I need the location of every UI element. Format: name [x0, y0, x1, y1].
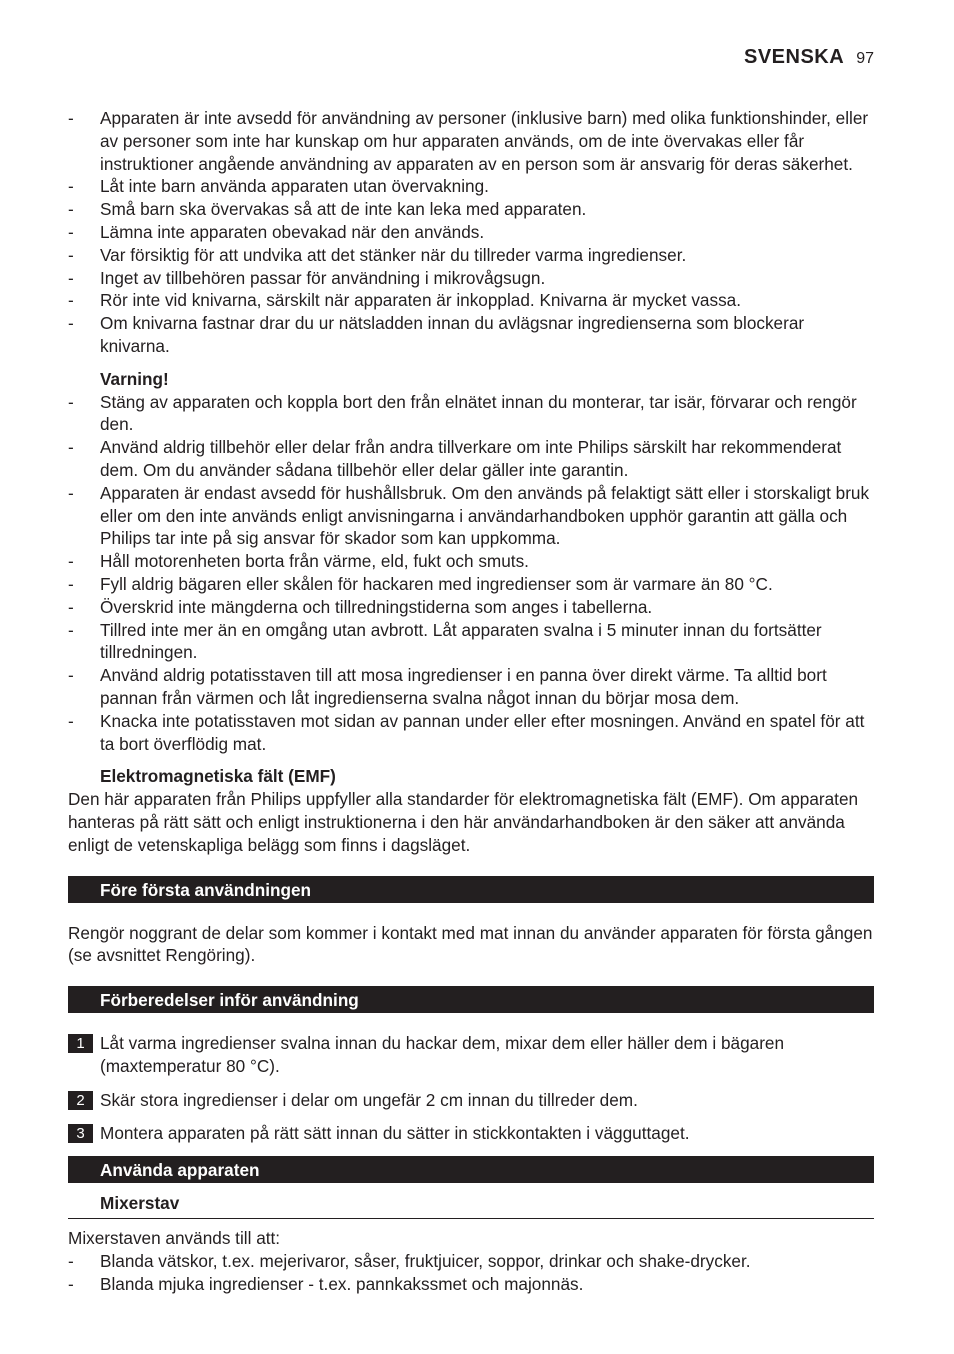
list-item: - Använd aldrig tillbehör eller delar från andra tillverkare om inte Philips särskilt har rekommenderat dem. Om du använder sådana tillbehör eller delar gäller inte garantin. — [68, 437, 842, 480]
section-bar-preparation: Förberedelser inför användning — [68, 986, 874, 1013]
list-item: - Knacka inte potatisstaven mot sidan av pannan under eller efter mosningen. Använd en spatel för att ta bort överflödig mat. — [68, 710, 865, 754]
step-item: 1 Låt varma ingredienser svalna innan du hackar dem, mixar dem eller häller dem i bägaren (maxtemperatur 80 °C). — [68, 1032, 874, 1078]
warning-heading: Varning! — [100, 368, 169, 389]
page-number: 97 — [856, 50, 874, 67]
section-bar-before-first-use: Före första användningen — [68, 876, 874, 903]
step-number-badge: 1 — [68, 1034, 93, 1053]
list-item: - Blanda mjuka ingredienser - t.ex. pannkakssmet och majonnäs. — [68, 1273, 584, 1294]
language-label: SVENSKA — [744, 46, 845, 68]
list-item: - Apparaten är endast avsedd för hushållsbruk. Om den används på felaktigt sätt eller i storskaligt bruk eller om den inte används enligt anvisningarna i användarhandboken upphör garantin att gälla och Philips tar inte på sig ansvar för skador som kan uppkomma. — [68, 482, 870, 549]
warning-list — [68, 391, 874, 756]
page-header — [744, 46, 874, 69]
mixerstav-intro: Mixerstaven används till att: — [68, 1228, 281, 1249]
list-item: - Små barn ska övervakas så att de inte kan leka med apparaten. — [68, 199, 587, 220]
list-item: - Rör inte vid knivarna, särskilt när apparaten är inkopplad. Knivarna är mycket vassa. — [68, 290, 742, 311]
list-item: - Om knivarna fastnar drar du ur nätsladden innan du avlägsnar ingredienserna som blockerar knivarna. — [68, 313, 805, 356]
list-item: - Apparaten är inte avsedd för användning av personer (inklusive barn) med olika funktionshinder, eller av personer som inte har kunskap om hur apparaten används, om de inte övervakas eller får instruktioner angående användning av apparaten av en person som är ansvarig för deras säkerhet. — [68, 108, 869, 174]
list-item: - Blanda vätskor, t.ex. mejerivaror, såser, fruktjuicer, soppor, drinkar och shake-drycker. — [68, 1250, 751, 1271]
mixerstav-heading: Mixerstav — [68, 1192, 874, 1219]
list-item: - Låt inte barn använda apparaten utan övervakning. — [68, 176, 489, 197]
list-item: - Använd aldrig potatisstaven till att mosa ingredienser i en panna över direkt värme. Ta alltid bort pannan från värmen och låt ingredienserna svalna något innan du börjar mosa dem. — [68, 665, 827, 708]
list-item: - Överskrid inte mängderna och tillredningstiderna som anges i tabellerna. — [68, 596, 653, 617]
section-bar-using: Använda apparaten — [68, 1156, 874, 1183]
list-item: - Håll motorenheten borta från värme, eld, fukt och smuts. — [68, 551, 529, 572]
mixerstav-list — [68, 1250, 874, 1296]
emf-paragraph: Den här apparaten från Philips uppfyller alla standarder för elektromagnetiska fält (EMF). Om apparaten hanteras på rätt sätt och enligt instruktionerna i den här användarhandboken är den säker att använda enligt de vetenskapliga belägg som finns i dagsläget. — [68, 789, 859, 855]
step-item: 2 Skär stora ingredienser i delar om ungefär 2 cm innan du tillreder dem. — [68, 1089, 874, 1112]
step-number-badge: 2 — [68, 1091, 93, 1110]
list-item: - Var försiktig för att undvika att det stänker när du tillreder varma ingredienser. — [68, 244, 687, 265]
list-item: - Tillred inte mer än en omgång utan avbrott. Låt apparaten svalna i 5 minuter innan du fortsätter tillredningen. — [68, 619, 822, 663]
list-item: - Stäng av apparaten och koppla bort den från elnätet innan du monterar, tar isär, förvarar och rengör den. — [68, 391, 857, 435]
safety-list — [68, 107, 874, 358]
step-number-badge: 3 — [68, 1124, 93, 1143]
before-first-use-paragraph: Rengör noggrant de delar som kommer i kontakt med mat innan du använder apparaten för första gången (se avsnittet Rengöring). — [68, 922, 873, 966]
page-content — [68, 107, 874, 1295]
list-item: - Lämna inte apparaten obevakad när den används. — [68, 221, 485, 242]
list-item: - Inget av tillbehören passar för användning i mikrovågsugn. — [68, 267, 546, 288]
preparation-steps — [68, 1032, 874, 1145]
step-item: 3 Montera apparaten på rätt sätt innan du sätter in stickkontakten i vägguttaget. — [68, 1122, 874, 1145]
emf-heading: Elektromagnetiska fält (EMF) — [100, 766, 336, 787]
list-item: - Fyll aldrig bägaren eller skålen för hackaren med ingredienser som är varmare än 80 °C. — [68, 573, 773, 594]
